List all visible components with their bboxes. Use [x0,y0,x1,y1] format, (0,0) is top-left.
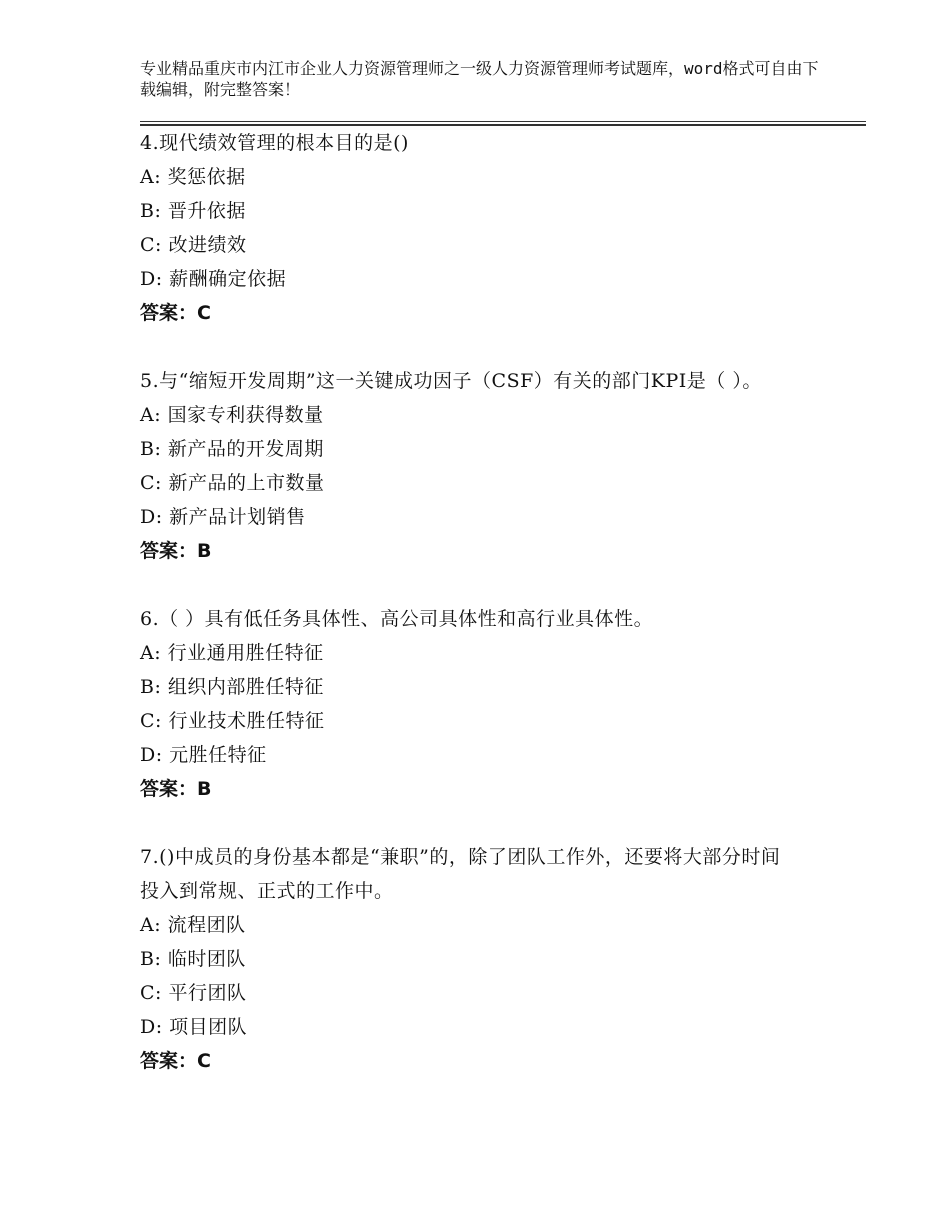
option-d: D: 新产品计划销售 [140,506,306,528]
question-4 [140,126,840,330]
option-c: C: 新产品的上市数量 [140,472,325,494]
answer-label: 答案：C [140,302,211,324]
option-a: A: 流程团队 [140,914,246,936]
option-b: B: 临时团队 [140,948,246,970]
option-a: A: 国家专利获得数量 [140,404,324,426]
question-list [140,126,840,1112]
option-b: B: 组织内部胜任特征 [140,676,324,698]
option-d: D: 项目团队 [140,1016,248,1038]
option-b: B: 新产品的开发周期 [140,438,324,460]
answer-label: 答案：B [140,540,212,562]
option-a: A: 行业通用胜任特征 [140,642,324,664]
option-c: C: 行业技术胜任特征 [140,710,325,732]
option-d: D: 元胜任特征 [140,744,267,766]
question-7 [140,840,840,1078]
option-c: C: 平行团队 [140,982,247,1004]
document-header [140,58,830,100]
answer-label: 答案：B [140,778,212,800]
question-stem: 4.现代绩效管理的根本目的是() [140,132,409,154]
option-d: D: 薪酬确定依据 [140,268,287,290]
question-6 [140,602,840,806]
question-stem: 6.（ ）具有低任务具体性、高公司具体性和高行业具体性。 [140,608,654,630]
header-divider-thin [140,121,866,122]
answer-label: 答案：C [140,1050,211,1072]
question-5 [140,364,840,568]
option-a: A: 奖惩依据 [140,166,246,188]
option-c: C: 改进绩效 [140,234,247,256]
option-b: B: 晋升依据 [140,200,246,222]
question-stem: 5.与“缩短开发周期”这一关键成功因子（CSF）有关的部门KPI是（ ）。 [140,370,762,392]
question-stem: 7.()中成员的身份基本都是“兼职”的，除了团队工作外，还要将大部分时间 投入到常规、正式的工作中。 [140,846,781,902]
header-text: 专业精品重庆市内江市企业人力资源管理师之一级人力资源管理师考试题库，word格式可自由下载编辑，附完整答案！ [140,59,819,99]
